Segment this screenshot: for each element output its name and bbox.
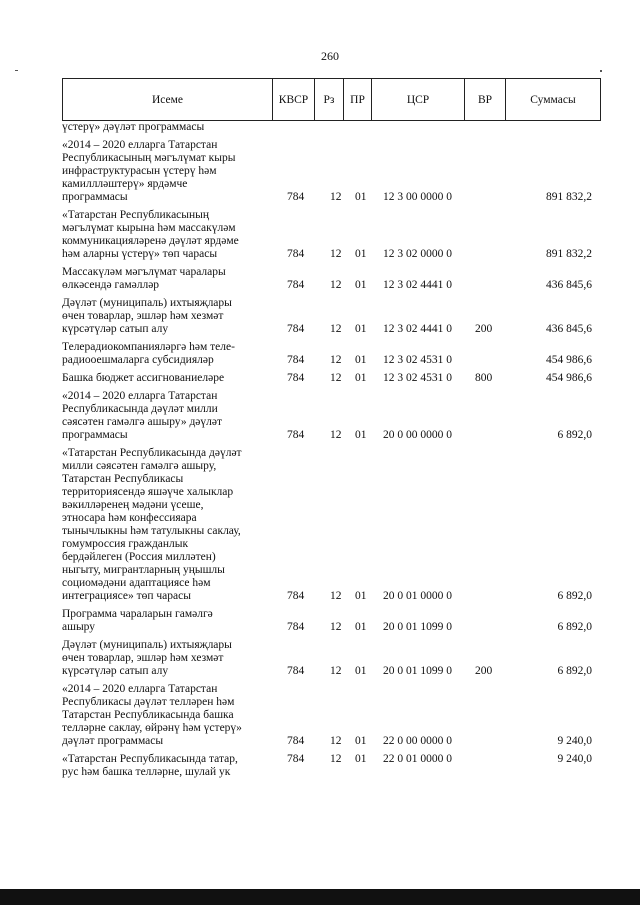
row-name — [62, 639, 272, 678]
header-kvsr: КВСР — [273, 79, 315, 121]
row-name-line: өчен товарлар, эшләр һәм хезмәт — [62, 310, 224, 322]
cell-rz: 12 — [330, 354, 342, 366]
row-name-line: Республикасы дәүләт телләрен һәм — [62, 696, 235, 708]
row-name-line: коммуникацияләренә дәүләт ярдәме — [62, 235, 239, 247]
cell-kvsr: 784 — [287, 590, 305, 602]
cell-csr: 20 0 01 1099 0 — [383, 621, 452, 633]
header-rz: Рз — [315, 79, 344, 121]
cell-pr: 01 — [355, 191, 367, 203]
cell-sum: 436 845,6 — [546, 323, 592, 335]
row-name-line: күрсәтүләр сатып алу — [62, 665, 169, 677]
cell-kvsr: 784 — [287, 372, 305, 384]
row-name-line: Массакүләм мәгълүмат чаралары — [62, 266, 226, 278]
cell-kvsr: 784 — [287, 191, 305, 203]
table-row — [62, 209, 602, 261]
row-name-line: «Татарстан Республикасының — [62, 209, 210, 221]
cell-kvsr: 784 — [287, 354, 305, 366]
cell-kvsr: 784 — [287, 665, 305, 677]
row-name — [62, 753, 272, 779]
row-name-line: Телерадиокомпанияләргә һәм теле- — [62, 341, 235, 353]
cell-sum: 6 892,0 — [557, 429, 592, 441]
cell-sum: 891 832,2 — [546, 248, 592, 260]
row-name-line: камиллләштерү» ярдәмче — [62, 178, 188, 190]
row-name — [62, 447, 272, 603]
table-row — [62, 639, 602, 678]
cell-vr: 200 — [475, 665, 493, 677]
row-name — [62, 139, 272, 204]
row-name-line: интеграциясе» төп чарасы — [62, 590, 191, 602]
row-name-line: сәясәтен гамәлгә ашыру» дәүләт — [62, 416, 223, 428]
cell-pr: 01 — [355, 590, 367, 602]
cell-rz: 12 — [330, 323, 342, 335]
cell-kvsr: 784 — [287, 735, 305, 747]
row-name-line: программасы — [62, 191, 128, 203]
row-name-line: Программа чараларын гамәлгә — [62, 608, 213, 620]
row-name-line: социомәдәни адаптациясе һәм — [62, 577, 211, 589]
table-row — [62, 447, 602, 603]
cell-pr: 01 — [355, 665, 367, 677]
cell-sum: 436 845,6 — [546, 279, 592, 291]
row-name-line: Татарстан Республикасы — [62, 473, 184, 485]
cell-sum: 6 892,0 — [557, 621, 592, 633]
row-name — [62, 683, 272, 748]
cell-vr: 200 — [475, 323, 493, 335]
cell-pr: 01 — [355, 279, 367, 291]
cell-rz: 12 — [330, 248, 342, 260]
row-name-line: «2014 – 2020 елларга Татарстан — [62, 390, 218, 402]
cell-pr: 01 — [355, 354, 367, 366]
cell-sum: 6 892,0 — [557, 665, 592, 677]
row-name-line: дәүләт программасы — [62, 735, 164, 747]
cell-sum: 454 986,6 — [546, 372, 592, 384]
table-row — [62, 297, 602, 336]
table-row — [62, 608, 602, 634]
cell-sum: 9 240,0 — [557, 735, 592, 747]
table-row — [62, 266, 602, 292]
cell-pr: 01 — [355, 323, 367, 335]
cell-pr: 01 — [355, 621, 367, 633]
row-name-line: үстерү» дәүләт программасы — [62, 121, 205, 133]
row-name-line: «Татарстан Республикасында татар, — [62, 753, 238, 765]
row-name-line: күрсәтүләр сатып алу — [62, 323, 169, 335]
header-sum: Суммасы — [506, 79, 601, 121]
cell-kvsr: 784 — [287, 429, 305, 441]
row-name-line: Татарстан Республикасында башка — [62, 709, 234, 721]
table-row — [62, 753, 602, 779]
cell-rz: 12 — [330, 429, 342, 441]
row-name-line: этносара һәм конфессияара — [62, 512, 197, 524]
table-row — [62, 683, 602, 748]
table-row — [62, 372, 602, 385]
cell-sum: 891 832,2 — [546, 191, 592, 203]
cell-sum: 9 240,0 — [557, 753, 592, 765]
cell-csr: 12 3 02 4531 0 — [383, 354, 452, 366]
cell-pr: 01 — [355, 248, 367, 260]
cell-rz: 12 — [330, 753, 342, 765]
scan-speck — [15, 70, 18, 71]
row-name — [62, 209, 272, 261]
row-name-line: инфраструктурасын үстерү һәм — [62, 165, 217, 177]
row-name — [62, 390, 272, 442]
table-row — [62, 139, 602, 204]
row-name-line: территориясендә яшәүче халыклар — [62, 486, 234, 498]
cell-csr: 20 0 01 0000 0 — [383, 590, 452, 602]
cell-pr: 01 — [355, 429, 367, 441]
cell-pr: 01 — [355, 753, 367, 765]
row-name-line: вәкилләренең мәдәни үсеше, — [62, 499, 204, 511]
cell-vr: 800 — [475, 372, 493, 384]
row-name-line: тынычлыкны һәм татулыкны саклау, — [62, 525, 241, 537]
row-name-line: радиооешмаларга субсидияләр — [62, 354, 214, 366]
cell-rz: 12 — [330, 590, 342, 602]
table-row — [62, 390, 602, 442]
cell-rz: 12 — [330, 665, 342, 677]
cell-csr: 12 3 02 0000 0 — [383, 248, 452, 260]
header-csr: ЦСР — [372, 79, 465, 121]
cell-kvsr: 784 — [287, 248, 305, 260]
row-name-line: милли сәясәтен гамәлгә ашыру, — [62, 460, 217, 472]
cell-csr: 12 3 02 4531 0 — [383, 372, 452, 384]
cell-rz: 12 — [330, 621, 342, 633]
row-name-line: бердәйлеген (Россия милләтен) — [62, 551, 216, 563]
cell-pr: 01 — [355, 372, 367, 384]
row-name — [62, 266, 272, 292]
scan-speck — [600, 70, 602, 72]
row-name — [62, 121, 272, 134]
row-name-line: мәгълүмат кырына һәм массакүләм — [62, 222, 236, 234]
cell-rz: 12 — [330, 279, 342, 291]
row-name — [62, 372, 272, 385]
table-header — [62, 78, 601, 121]
row-name — [62, 341, 272, 367]
row-name-line: «Татарстан Республикасында дәүләт — [62, 447, 242, 459]
cell-sum: 6 892,0 — [557, 590, 592, 602]
row-name-line: гомумроссия гражданлык — [62, 538, 189, 550]
cell-csr: 20 0 00 0000 0 — [383, 429, 452, 441]
row-name-line: өлкәсендә гамәлләр — [62, 279, 160, 291]
row-name-line: «2014 – 2020 елларга Татарстан — [62, 139, 218, 151]
table-row — [62, 341, 602, 367]
cell-csr: 20 0 01 1099 0 — [383, 665, 452, 677]
cell-csr: 22 0 01 0000 0 — [383, 753, 452, 765]
row-name-line: Дәүләт (муниципаль) ихтыяҗлары — [62, 297, 232, 309]
cell-csr: 12 3 02 4441 0 — [383, 323, 452, 335]
cell-pr: 01 — [355, 735, 367, 747]
scan-border — [0, 889, 640, 905]
row-name-line: Республикасының мәгълүмат кыры — [62, 152, 236, 164]
table-body — [62, 121, 602, 779]
header-vr: ВР — [465, 79, 506, 121]
row-name-line: һәм аларны үстерү» төп чарасы — [62, 248, 218, 260]
cell-sum: 454 986,6 — [546, 354, 592, 366]
header-name: Исеме — [63, 79, 273, 121]
row-name-line: өчен товарлар, эшләр һәм хезмәт — [62, 652, 224, 664]
row-name-line: «2014 – 2020 елларга Татарстан — [62, 683, 218, 695]
cell-csr: 12 3 00 0000 0 — [383, 191, 452, 203]
cell-rz: 12 — [330, 372, 342, 384]
cell-csr: 22 0 00 0000 0 — [383, 735, 452, 747]
page-number: 260 — [321, 49, 339, 63]
row-name-line: программасы — [62, 429, 128, 441]
header-pr: ПР — [344, 79, 372, 121]
row-name-line: ашыру — [62, 621, 96, 633]
cell-rz: 12 — [330, 735, 342, 747]
row-name-line: телләрне саклау, өйрәнү һәм үстерү» — [62, 722, 242, 734]
cell-kvsr: 784 — [287, 621, 305, 633]
row-name-line: Республикасында дәүләт милли — [62, 403, 218, 415]
row-name-line: ныгыту, мигрантларның уңышлы — [62, 564, 225, 576]
table-row — [62, 121, 602, 134]
cell-kvsr: 784 — [287, 279, 305, 291]
row-name-line: Дәүләт (муниципаль) ихтыяҗлары — [62, 639, 232, 651]
row-name-line: Башка бюджет ассигнованиеләре — [62, 372, 225, 384]
cell-kvsr: 784 — [287, 753, 305, 765]
cell-rz: 12 — [330, 191, 342, 203]
cell-csr: 12 3 02 4441 0 — [383, 279, 452, 291]
row-name — [62, 608, 272, 634]
cell-kvsr: 784 — [287, 323, 305, 335]
row-name-line: рус һәм башка телләрне, шулай ук — [62, 766, 231, 778]
row-name — [62, 297, 272, 336]
